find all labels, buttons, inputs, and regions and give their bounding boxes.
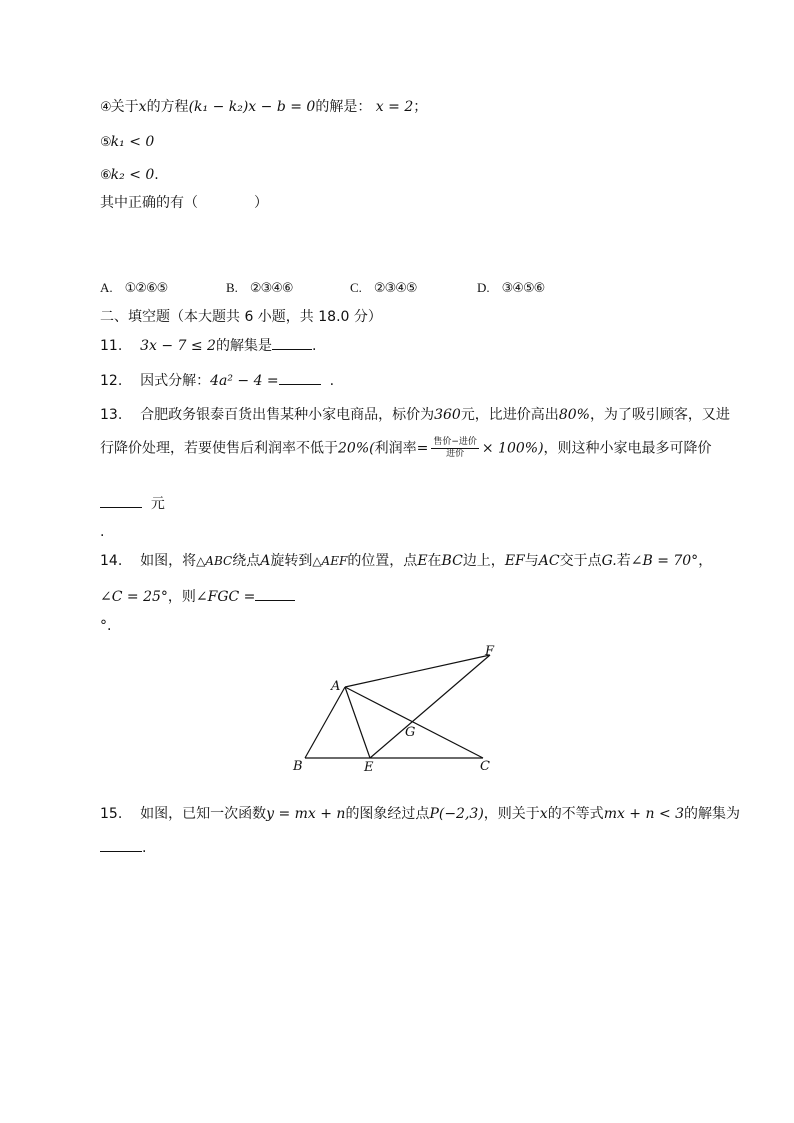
math: mx + n < 3 <box>603 806 685 822</box>
math: k₁ < 0 <box>110 134 155 150</box>
text: ，则关于 <box>483 806 540 822</box>
math-equation: (k₁ − k₂)x − b = 0 <box>188 99 316 115</box>
question-12 <box>100 371 334 391</box>
text: 如图，将 <box>140 553 197 569</box>
question-13-dot: . <box>100 524 105 540</box>
text: 若 <box>616 553 631 569</box>
text: . <box>311 338 317 354</box>
answer-blank[interactable] <box>279 372 321 385</box>
question-11 <box>100 336 316 356</box>
answer-blank[interactable] <box>100 839 142 852</box>
option-value: ③④⑤⑥ <box>501 281 545 296</box>
math: 4a² − 4 = <box>210 373 279 389</box>
text: 如图，已知一次函数 <box>140 806 267 822</box>
segment-af <box>345 655 490 687</box>
option-label: B. <box>226 280 238 295</box>
question-13-line-3 <box>100 494 165 514</box>
item-number: ④ <box>100 100 111 115</box>
question-prompt: 其中正确的有（ ） <box>100 195 268 211</box>
segment-ab <box>305 687 345 758</box>
question-14-line-3: °. <box>100 618 112 634</box>
statement-6 <box>100 165 159 186</box>
segment-ef <box>370 655 490 758</box>
math: △AEF <box>312 554 348 568</box>
text: 的解是： <box>315 99 372 115</box>
unit: 元 <box>150 496 165 512</box>
math: 3x − 7 ≤ 2 <box>140 338 216 354</box>
question-number: 12. <box>100 373 123 389</box>
text: ； <box>413 99 428 115</box>
math: ∠B = 70° <box>630 553 699 569</box>
fraction-numerator: 售价−进价 <box>433 437 477 447</box>
math: 360 <box>434 407 461 423</box>
option-label: C. <box>350 280 362 295</box>
text: 合肥政务银泰百货出售某种小家电商品，标价为 <box>140 407 435 423</box>
math: A <box>260 553 271 569</box>
text: 行降价处理，若要使售后利润率不低于 <box>100 440 338 457</box>
math: y = mx + n <box>266 806 346 822</box>
question-14-line-2 <box>100 587 295 607</box>
text: ，则这种小家电最多可降价 <box>543 440 712 457</box>
label-b: B <box>293 759 303 774</box>
text: 绕点 <box>232 553 261 569</box>
label-c: C <box>480 759 490 774</box>
statement-4 <box>100 97 427 118</box>
text: 关于 <box>110 99 139 115</box>
answer-blank[interactable] <box>255 588 295 601</box>
label-g: G <box>405 725 416 740</box>
math-solution: x = 2 <box>375 99 414 115</box>
option-value: ①②⑥⑤ <box>124 281 168 296</box>
label-f: F <box>485 644 495 659</box>
fraction <box>431 437 479 460</box>
option-c[interactable] <box>350 280 417 296</box>
fraction-denominator: 进价 <box>446 449 465 459</box>
math: x <box>539 806 548 822</box>
option-label: A. <box>100 280 113 295</box>
question-15-line-2 <box>100 838 146 858</box>
math: x <box>138 99 147 115</box>
answer-blank[interactable] <box>272 337 312 350</box>
text: . <box>154 167 159 183</box>
label-a: A <box>331 679 341 694</box>
text: ， <box>698 553 713 569</box>
math: △ABC <box>196 554 233 568</box>
math: AC <box>538 553 560 569</box>
math: G. <box>601 553 617 569</box>
text: 的不等式 <box>547 806 604 822</box>
math: E <box>417 553 428 569</box>
item-number: ⑥ <box>100 168 111 183</box>
text: ，为了吸引顾客，又进 <box>589 407 730 423</box>
text: 的方程 <box>146 99 189 115</box>
statement-5 <box>100 132 154 153</box>
text: 边上， <box>462 553 505 569</box>
text: 利润率 <box>374 440 417 457</box>
math: 20%( <box>338 440 375 457</box>
question-13-line-2 <box>100 437 712 460</box>
question-13-line-1 <box>100 405 730 425</box>
math: ∠FGC = <box>195 589 256 605</box>
text: 的图象经过点 <box>345 806 430 822</box>
question-number: 13. <box>100 407 123 423</box>
triangle-figure <box>285 640 515 775</box>
text: 的解集为 <box>684 806 741 822</box>
math: EF <box>504 553 525 569</box>
text: 在 <box>427 553 442 569</box>
math: P(−2,3) <box>429 806 484 822</box>
math: × 100%) <box>481 440 544 457</box>
item-number: ⑤ <box>100 135 111 150</box>
text: 旋转到 <box>270 553 313 569</box>
math: 80% <box>558 407 590 423</box>
option-a[interactable] <box>100 280 167 296</box>
math: BC <box>441 553 463 569</box>
text: 因式分解： <box>140 373 211 389</box>
option-b[interactable] <box>226 280 293 296</box>
math: = <box>416 440 429 457</box>
question-14-line-1 <box>100 551 712 571</box>
math: ∠C = 25° <box>100 589 168 605</box>
option-label: D. <box>477 280 490 295</box>
text: 与 <box>524 553 539 569</box>
label-e: E <box>364 760 374 775</box>
option-value: ②③④⑥ <box>249 281 293 296</box>
answer-blank[interactable] <box>100 495 142 508</box>
section-heading: 二、填空题（本大题共 6 小题，共 18.0 分） <box>100 309 382 325</box>
math: k₂ < 0 <box>110 167 155 183</box>
option-d[interactable] <box>477 280 544 296</box>
option-value: ②③④⑤ <box>373 281 417 296</box>
text: ，则 <box>167 589 196 605</box>
text: . <box>329 373 335 389</box>
question-number: 11. <box>100 338 123 354</box>
text: 的解集是 <box>215 338 272 354</box>
question-number: 15. <box>100 806 123 822</box>
question-number: 14. <box>100 553 123 569</box>
text: . <box>142 840 147 856</box>
text: 元，比进价高出 <box>460 407 559 423</box>
text: 交于点 <box>559 553 602 569</box>
question-15-line-1 <box>100 804 740 824</box>
text: 的位置，点 <box>347 553 418 569</box>
